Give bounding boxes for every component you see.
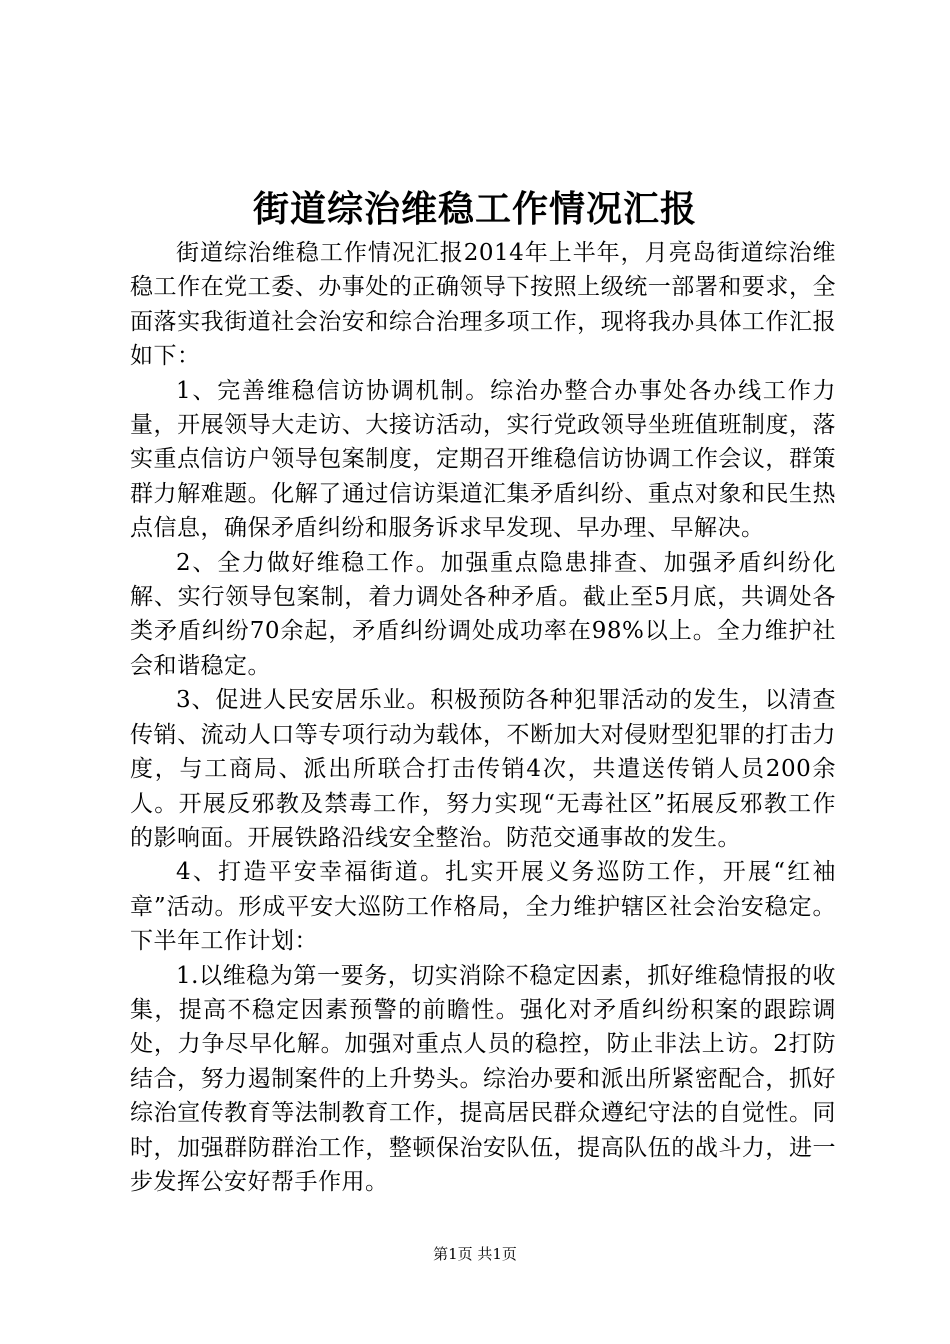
paragraph-item-4: 4、打造平安幸福街道。扎实开展义务巡防工作，开展“红袖章”活动。形成平安大巡防工作格局，全力维护辖区社会治安稳定。下半年工作计划： bbox=[130, 859, 836, 955]
page-footer: 第1页 共1页 bbox=[433, 1245, 517, 1263]
paragraph-plan: 1.以维稳为第一要务，切实消除不稳定因素，抓好维稳情报的收集，提高不稳定因素预警的前瞻性。强化对矛盾纠纷积案的跟踪调处，力争尽早化解。加强对重点人员的稳控，防止非法上访。2打防结合，努力遏制案件的上升势头。综治办要和派出所紧密配合，抓好综治宣传教育等法制教育工作，提高居民群众遵纪守法的自觉性。同时，加强群防群治工作，整顿保治安队伍，提高队伍的战斗力，进一步发挥公安好帮手作用。 bbox=[130, 962, 836, 1195]
paragraph-item-1: 1、完善维稳信访协调机制。综治办整合办事处各办线工作力量，开展领导大走访、大接访活动，实行党政领导坐班值班制度，落实重点信访户领导包案制度，定期召开维稳信访协调工作会议，群策群力解难题。化解了通过信访渠道汇集矛盾纠纷、重点对象和民生热点信息，确保矛盾纠纷和服务诉求早发现、早办理、早解决。 bbox=[130, 377, 836, 542]
paragraph-intro: 街道综治维稳工作情况汇报2014年上半年，月亮岛街道综治维稳工作在党工委、办事处的正确领导下按照上级统一部署和要求，全面落实我街道社会治安和综合治理多项工作，现将我办具体工作汇报如下： bbox=[130, 240, 836, 370]
document-body bbox=[130, 236, 836, 1199]
paragraph-item-2: 2、全力做好维稳工作。加强重点隐患排查、加强矛盾纠纷化解、实行领导包案制，着力调处各种矛盾。截止至5月底，共调处各类矛盾纠纷70余起，矛盾纠纷调处成功率在98%以上。全力维护社会和谐稳定。 bbox=[130, 549, 836, 679]
document-title: 街道综治维稳工作情况汇报 bbox=[252, 188, 697, 230]
paragraph-item-3: 3、促进人民安居乐业。积极预防各种犯罪活动的发生，以清查传销、流动人口等专项行动为载体，不断加大对侵财型犯罪的打击力度，与工商局、派出所联合打击传销4次，共遣送传销人员200余人。开展反邪教及禁毒工作，努力实现“无毒社区”拓展反邪教工作的影响面。开展铁路沿线安全整治。防范交通事故的发生。 bbox=[130, 687, 836, 851]
